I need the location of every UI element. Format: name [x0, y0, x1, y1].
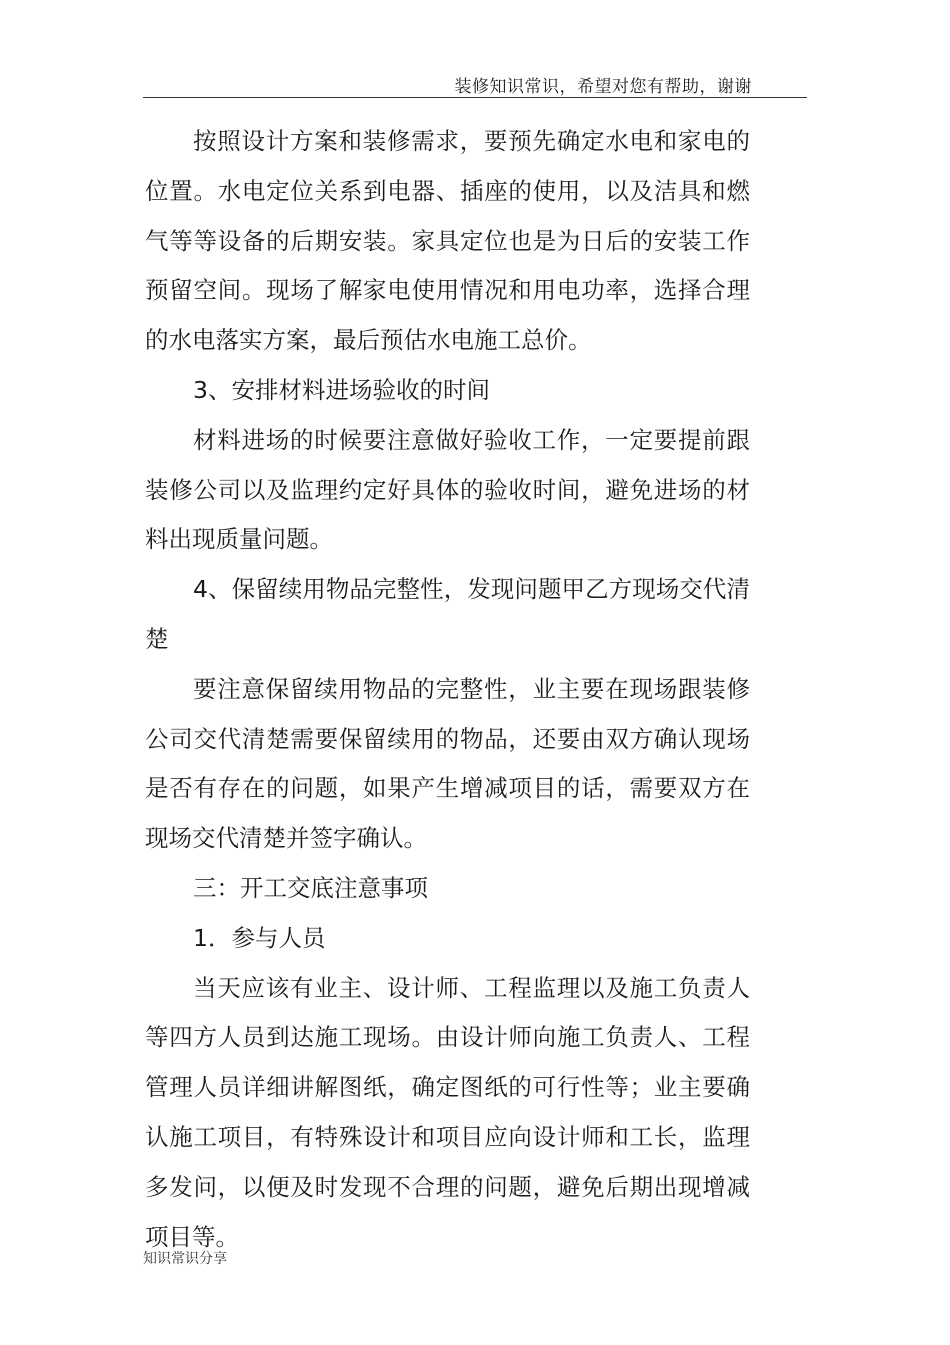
- heading-participants: 1．参与人员: [193, 923, 326, 952]
- header-divider: [143, 97, 807, 98]
- page-footer: 知识常识分享: [143, 1251, 227, 1267]
- heading-material-inspection: 3、安排材料进场验收的时间: [193, 375, 490, 404]
- page-header: 装修知识常识，希望对您有帮助，谢谢: [454, 77, 752, 97]
- heading-retained-items: 4、保留续用物品完整性，发现问题甲乙方现场交代清楚: [145, 575, 750, 653]
- paragraph-participants: 当天应该有业主、设计师、工程监理以及施工负责人等四方人员到达施工现场。由设计师向施工负责人、工程管理人员详细讲解图纸，确定图纸的可行性等；业主要确认施工项目，有特殊设计和项目应向设计师和工长，监理多发问，以便及时发现不合理的问题，避免后期出现增减项目等。: [145, 973, 750, 1251]
- document-body: [145, 117, 750, 1262]
- paragraph-water-electric-positioning: 按照设计方案和装修需求，要预先确定水电和家电的位置。水电定位关系到电器、插座的使用，以及洁具和燃气等等设备的后期安装。家具定位也是为日后的安装工作预留空间。现场了解家电使用情况和用电功率，选择合理的水电落实方案，最后预估水电施工总价。: [145, 127, 750, 355]
- section-heading-construction-briefing: 三：开工交底注意事项: [193, 873, 428, 902]
- paragraph-retained-items: 要注意保留续用物品的完整性，业主要在现场跟装修公司交代清楚需要保留续用的物品，还要由双方确认现场是否有存在的问题，如果产生增减项目的话，需要双方在现场交代清楚并签字确认。: [145, 674, 750, 853]
- paragraph-material-inspection: 材料进场的时候要注意做好验收工作，一定要提前跟装修公司以及监理约定好具体的验收时间，避免进场的材料出现质量问题。: [145, 425, 750, 554]
